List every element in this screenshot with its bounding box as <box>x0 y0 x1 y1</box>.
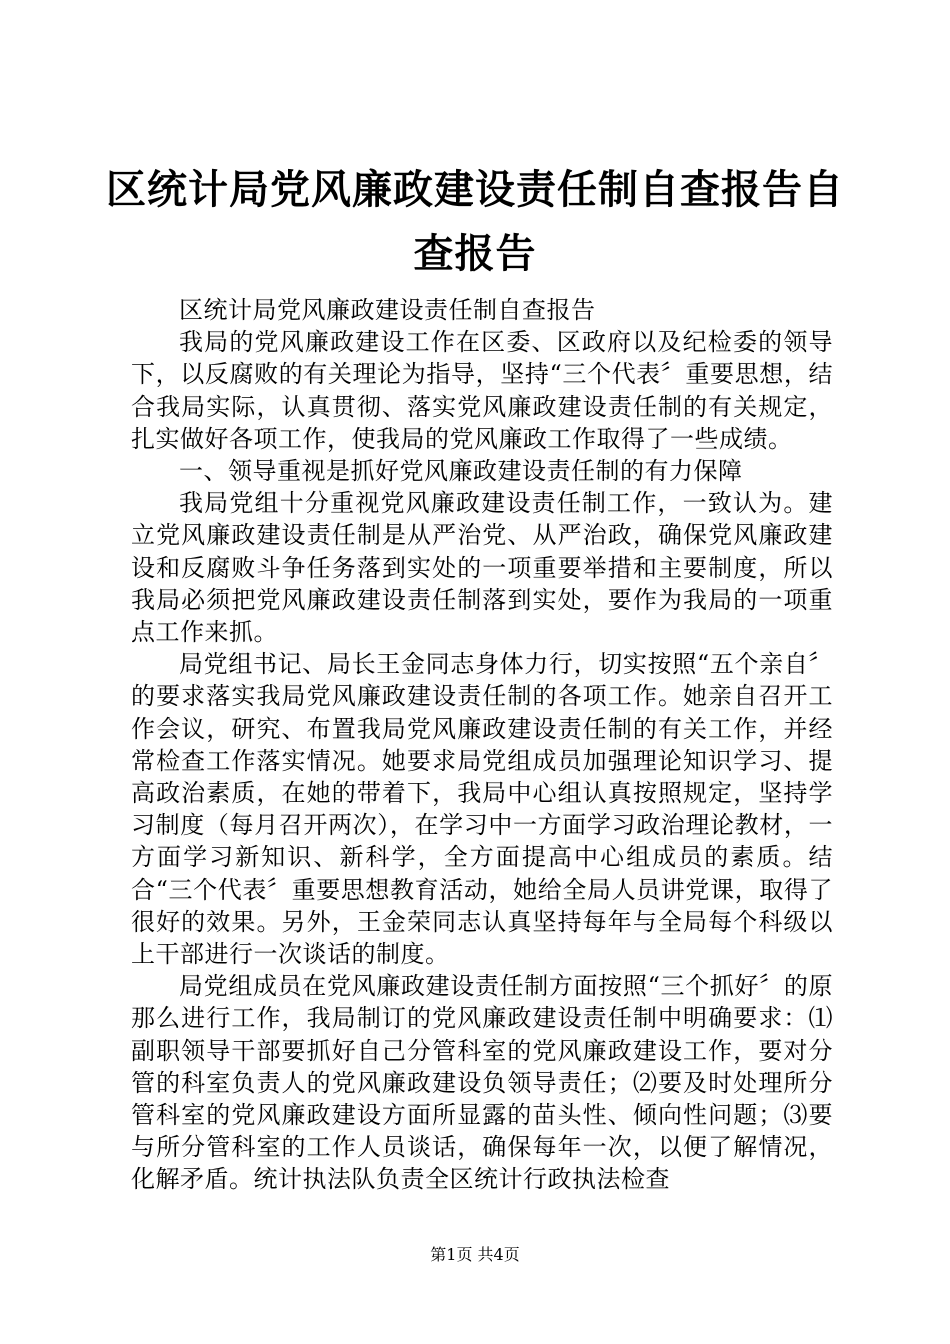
body-paragraph: 我局的党风廉政建设工作在区委、区政府以及纪检委的领导下，以反腐败的有关理论为指导，坚持“三个代表〞重要思想，结合我局实际，认真贯彻、落实党风廉政建设责任制的有关规定，扎实做好各项工作，使我局的党风廉政工作取得了一些成绩。 <box>131 328 833 453</box>
document-title: 区统计局党风廉政建设责任制自查报告自查报告 <box>106 166 844 277</box>
body-paragraph: 局党组成员在党风廉政建设责任制方面按照“三个抓好〞的原那么进行工作，我局制订的党风廉政建设责任制中明确要求：⑴副职领导干部要抓好自己分管科室的党风廉政建设工作，要对分管的科室负责人的党风廉政建设负领导责任；⑵要及时处理所分管科室的党风廉政建设方面所显露的苗头性、倾向性问题；⑶要与所分管科室的工作人员谈话，确保每年一次，以便了解情况，化解矛盾。统计执法队负责全区统计行政执法检查 <box>131 972 833 1194</box>
page-number-footer: 第1页 共4页 <box>430 1245 520 1264</box>
subtitle-paragraph: 区统计局党风廉政建设责任制自查报告 <box>179 296 596 324</box>
body-paragraph: 局党组书记、局长王金同志身体力行，切实按照“五个亲自〞的要求落实我局党风廉政建设责任制的各项工作。她亲自召开工作会议，研究、布置我局党风廉政建设责任制的有关工作，并经常检查工作落实情况。她要求局党组成员加强理论知识学习、提高政治素质，在她的带着下，我局中心组认真按照规定，坚持学习制度（每月召开两次），在学习中一方面学习政治理论教材，一方面学习新知识、新科学，全方面提高中心组成员的素质。结合“三个代表〞重要思想教育活动，她给全局人员讲党课，取得了很好的效果。另外，王金荣同志认真坚持每年与全局每个科级以上干部进行一次谈话的制度。 <box>131 650 833 969</box>
body-paragraph: 我局党组十分重视党风廉政建设责任制工作，一致认为。建立党风廉政建设责任制是从严治党、从严治政，确保党风廉政建设和反腐败斗争任务落到实处的一项重要举措和主要制度，所以我局必须把党风廉政建设责任制落到实处，要作为我局的一项重点工作来抓。 <box>131 489 833 647</box>
document-body <box>131 294 833 1196</box>
section-heading: 一、领导重视是抓好党风廉政建设责任制的有力保障 <box>179 457 743 486</box>
